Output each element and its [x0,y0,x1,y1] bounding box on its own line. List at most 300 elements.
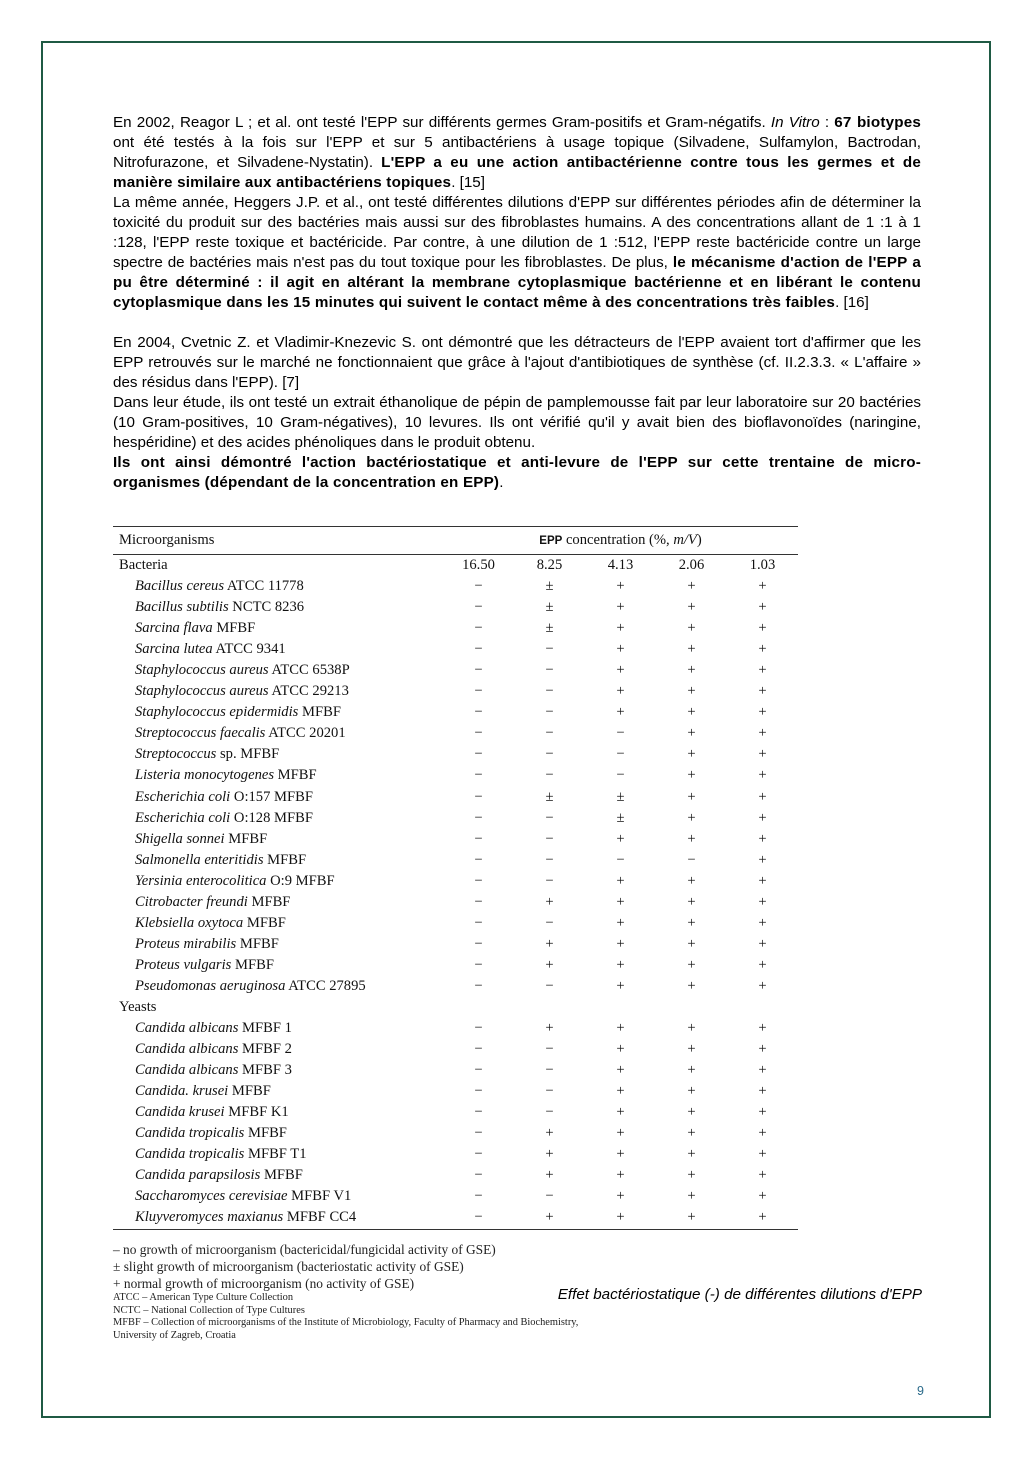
growth-result: − [545,872,554,889]
growth-result: + [687,935,696,952]
growth-result: − [545,746,554,763]
table-row [113,892,798,913]
empty-cell [514,997,585,1018]
table-row [113,1123,798,1144]
growth-result: − [545,683,554,700]
organism-name [113,1102,443,1123]
legend-line: – no growth of microorganism (bactericidal/fungicidal activity of GSE) [113,1242,496,1257]
organism-name [113,1144,443,1165]
growth-result: + [758,599,767,616]
growth-result: + [687,788,696,805]
organism-name [113,850,443,871]
growth-result: + [758,914,767,931]
growth-result: − [474,1146,483,1163]
table-row [113,765,798,786]
table-row [113,744,798,765]
strain-name: ATCC 20201 [265,725,346,742]
concentration-unit: m/V [673,531,697,548]
growth-result: + [616,872,625,889]
bold-text: Ils ont ainsi démontré l'action bactériostatique et anti-levure de l'EPP sur cette trentaine de micro-organismes (dépendant de la concentration en EPP) [113,454,921,491]
table-row [113,660,798,681]
growth-result: + [616,1167,625,1184]
table-row [113,597,798,618]
growth-result: − [474,1188,483,1205]
growth-result: − [474,1020,483,1037]
growth-result: − [545,977,554,994]
growth-result: + [616,977,625,994]
growth-result: − [616,851,625,868]
bold-text: 67 biotypes [834,114,922,131]
species-name: Salmonella enteritidis [135,851,264,868]
species-name: Escherichia coli [135,788,231,805]
paragraph [113,113,921,193]
growth-result: − [474,851,483,868]
concentration-label: concentration (%, [562,531,674,548]
table-row [113,787,798,808]
strain-name: O:128 MFBF [230,809,313,826]
growth-result: − [474,725,483,742]
growth-result: − [474,1083,483,1100]
organism-name [113,892,443,913]
growth-result: − [616,767,625,784]
page-number: 9 [917,1384,924,1398]
organism-name [113,829,443,850]
growth-result: + [687,809,696,826]
growth-result: + [656,1207,727,1229]
species-name: Streptococcus faecalis [135,725,266,742]
species-name: Candida albicans [135,1062,239,1079]
strain-name: MFBF 1 [238,1020,292,1037]
strain-name: ATCC 6538P [268,662,350,679]
species-name: Saccharomyces cerevisiae [135,1188,288,1205]
growth-result: + [687,599,696,616]
species-name: Streptococcus [135,746,217,763]
organism-name [113,681,443,702]
table-row [113,1165,798,1186]
concentration-value: 4.13 [607,557,634,574]
growth-result: + [758,809,767,826]
growth-result: + [616,599,625,616]
growth-result: + [545,1020,554,1037]
growth-result: + [616,662,625,679]
growth-result: − [474,830,483,847]
organism-name [113,787,443,808]
growth-result: + [687,1083,696,1100]
organism-name [113,765,443,786]
growth-result: + [758,725,767,742]
growth-result: − [474,914,483,931]
species-name: Pseudomonas aeruginosa [135,977,286,994]
table-row [113,850,798,871]
paragraph [113,333,921,393]
growth-result: + [616,1020,625,1037]
concentration-value: 1.03 [749,557,776,574]
growth-result: + [687,1062,696,1079]
species-name: Sarcina flava [135,620,213,637]
strain-name: NCTC 8236 [228,599,305,616]
table-row [113,808,798,829]
empty-cell [727,997,798,1018]
species-name: Klebsiella oxytoca [135,914,244,931]
growth-result: + [687,1041,696,1058]
concentration-value: 2.06 [678,557,705,574]
species-name: Proteus mirabilis [135,935,237,952]
growth-result: + [687,893,696,910]
species-name: Proteus vulgaris [135,956,232,973]
table-row [113,1039,798,1060]
growth-result: − [545,767,554,784]
growth-result: − [474,1062,483,1079]
growth-result: − [474,809,483,826]
species-name: Escherichia coli [135,809,231,826]
organism-name [113,1081,443,1102]
growth-result: − [474,1104,483,1121]
growth-result: + [616,641,625,658]
growth-result: − [474,641,483,658]
organism-name [113,1207,443,1229]
abbreviation-line: University of Zagreb, Croatia [113,1329,236,1341]
growth-result: + [758,767,767,784]
species-name: Candida krusei [135,1104,225,1121]
growth-result: − [545,1062,554,1079]
table-row [113,1186,798,1207]
growth-result: + [616,1104,625,1121]
growth-result: + [687,683,696,700]
growth-result: − [474,767,483,784]
growth-result: − [474,704,483,721]
organism-name [113,955,443,976]
legend-line: ± slight growth of microorganism (bacteriostatic activity of GSE) [113,1259,464,1274]
growth-result: + [687,1104,696,1121]
strain-name: MFBF CC4 [283,1209,357,1226]
growth-result: + [758,893,767,910]
growth-result: ± [545,599,554,616]
empty-cell [585,997,656,1018]
growth-result: − [545,1041,554,1058]
strain-name: MFBF [260,1167,303,1184]
growth-result: + [758,872,767,889]
epp-label: EPP [539,534,563,547]
growth-result: − [545,809,554,826]
growth-result: + [687,956,696,973]
growth-result: ± [616,809,625,826]
growth-result: − [474,599,483,616]
growth-result: + [687,620,696,637]
bold-text: le mécanisme d'action de l'EPP a pu être déterminé : il agit en altérant la membrane cytoplasmique bactérienne et en libérant le contenu cytoplasmique dans les 15 minutes qui suivent le contact même à des concentrations très faibles [113,254,921,311]
strain-name: MFBF [212,620,256,637]
growth-result: + [758,830,767,847]
growth-result: − [474,1167,483,1184]
growth-result: − [474,578,483,595]
growth-result: − [474,1125,483,1142]
growth-result: − [443,1207,514,1229]
empty-cell [443,997,514,1018]
table-row [113,576,798,597]
species-name: Yersinia enterocolitica [135,872,267,889]
growth-result: + [687,704,696,721]
growth-result: + [758,935,767,952]
paragraph [113,193,921,313]
organism-name [113,1165,443,1186]
table-row [113,723,798,744]
strain-name: MFBF [228,1083,271,1100]
growth-result: − [616,746,625,763]
table-row [113,955,798,976]
growth-result: + [727,1207,798,1229]
figure-caption: Effet bactériostatique (-) de différentes dilutions d'EPP [557,1286,922,1303]
growth-result: + [687,767,696,784]
growth-result: + [545,1167,554,1184]
growth-result: + [616,620,625,637]
growth-result: − [545,1188,554,1205]
species-name: Sarcina lutea [135,641,213,658]
organism-name [113,723,443,744]
growth-result: + [616,1188,625,1205]
growth-result: − [545,662,554,679]
species-name: Staphylococcus epidermidis [135,704,299,721]
text-run: : [819,114,835,131]
growth-result: ± [616,788,625,805]
organism-name [113,702,443,723]
abbreviation-line: ATCC – American Type Culture Collection [113,1292,294,1303]
growth-result: + [758,1125,767,1142]
table-row [113,1207,798,1229]
growth-result: + [758,704,767,721]
text-run: Dans leur étude, ils ont testé un extrait éthanolique de pépin de pamplemousse fait par leur laboratoire sur 20 bactéries (10 Gram-positives, 10 Gram-négatives), 10 levures. Ils ont vérifié qu'il y avait bien des bioflavonoïdes (naringine, hespéridine) et des acides phénoliques dans le produit obtenu. [113,394,921,451]
growth-result: + [616,704,625,721]
group-label: Bacteria [119,557,168,574]
organism-name [113,1060,443,1081]
strain-name: MFBF [298,704,341,721]
growth-result: + [758,788,767,805]
growth-result: + [758,683,767,700]
species-name: Candida. krusei [135,1083,229,1100]
growth-result: + [687,662,696,679]
organism-name [113,934,443,955]
growth-result: + [687,1188,696,1205]
growth-result: − [474,872,483,889]
growth-result: + [758,1167,767,1184]
text-run: En 2004, Cvetnic Z. et Vladimir-Knezevic S. ont démontré que les détracteurs de l'EPP avaient tort d'affirmer que les EPP retrouvés sur le marché ne fonctionnaient que grâce à l'ajout d'antibiotiques de synthèse (cf. II.2.3.3. « L'affaire » des résidus dans l'EPP). [7] [113,334,921,391]
species-name: Staphylococcus aureus [135,683,269,700]
species-name: Citrobacter freundi [135,893,248,910]
growth-result: − [474,977,483,994]
species-name: Bacillus subtilis [135,599,229,616]
growth-result: + [616,1125,625,1142]
organism-name [113,1123,443,1144]
italic-text: In Vitro [770,114,820,131]
empty-cell [656,997,727,1018]
growth-result: + [758,1041,767,1058]
growth-result: + [545,1125,554,1142]
strain-name: ATCC 11778 [224,578,304,595]
strain-name: O:157 MFBF [230,788,313,805]
strain-name: ATCC 27895 [285,977,366,994]
growth-result: + [758,1146,767,1163]
growth-result: + [687,872,696,889]
growth-result: + [616,1041,625,1058]
growth-result: + [616,935,625,952]
strain-name: ATCC 9341 [212,641,286,658]
strain-name: MFBF [236,935,279,952]
organism-name [113,576,443,597]
growth-result: + [616,1062,625,1079]
growth-result: + [758,1104,767,1121]
table-row [113,934,798,955]
strain-name: MFBF 2 [238,1041,292,1058]
growth-result: + [687,1146,696,1163]
strain-name: MFBF [263,851,307,868]
strain-name: MFBF [243,914,286,931]
species-name: Candida albicans [135,1041,239,1058]
growth-result: + [758,956,767,973]
growth-result: + [616,1083,625,1100]
strain-name: MFBF K1 [224,1104,289,1121]
organism-name [113,639,443,660]
growth-result: − [616,725,625,742]
growth-result: − [545,641,554,658]
growth-result: − [545,851,554,868]
growth-result: + [687,914,696,931]
table-row [113,639,798,660]
growth-result: + [758,1062,767,1079]
organism-name [113,871,443,892]
paragraph [113,393,921,453]
column-header-concentration [443,527,798,555]
growth-result: − [474,683,483,700]
growth-result: + [687,641,696,658]
strain-name: MFBF [274,767,317,784]
strain-name: MFBF [224,830,268,847]
growth-result: + [687,1020,696,1037]
growth-result: + [687,830,696,847]
concentration-label-end: ) [696,531,702,548]
table-row [113,555,798,577]
growth-result: + [616,578,625,595]
growth-result: + [687,1125,696,1142]
growth-result: − [474,662,483,679]
growth-result: + [616,1146,625,1163]
table-row [113,1018,798,1039]
species-name: Bacillus cereus [135,578,225,595]
species-name: Candida parapsilosis [135,1167,261,1184]
species-name: Candida albicans [135,1020,239,1037]
growth-result: + [758,641,767,658]
growth-result: − [545,830,554,847]
species-name: Listeria monocytogenes [135,767,275,784]
growth-result: + [687,1167,696,1184]
column-header-microorganisms: Microorganisms [113,527,443,555]
text-run: . [15] [451,174,485,191]
growth-result: − [474,893,483,910]
table-row [113,913,798,934]
strain-name: MFBF [231,956,274,973]
table-row [113,1060,798,1081]
growth-result: + [585,1207,656,1229]
body-text [113,113,921,493]
text-run: En 2002, Reagor L ; et al. ont testé l'EPP sur différents germes Gram-positifs et Gram-négatifs. [113,114,771,131]
text-run: La même année, Heggers J.P. et al., ont testé différentes dilutions d'EPP sur différentes périodes afin de déterminer la toxicité du produit sur des bactéries mais aussi sur des fibroblastes humains. A des concentrations allant de 1 :1 à 1 :128, l'EPP reste toxique et bactéricide. Par contre, à une dilution de 1 :512, l'EPP reste bactéricide contre un large spectre de bactéries mais n'est pas du tout toxique pour les fibroblastes. De plus, [113,194,921,271]
organism-name [113,808,443,829]
text-run: . [499,474,504,491]
organism-name [113,1018,443,1039]
growth-result: − [474,956,483,973]
strain-name: MFBF [247,893,291,910]
table-row [113,997,798,1018]
growth-result: − [474,746,483,763]
growth-result: + [616,893,625,910]
growth-result: − [474,620,483,637]
group-label: Yeasts [119,999,157,1015]
growth-result: + [545,935,554,952]
species-name: Staphylococcus aureus [135,662,269,679]
table-row [113,871,798,892]
growth-result: + [687,746,696,763]
abbreviation-line: MFBF – Collection of microorganisms of the Institute of Microbiology, Faculty of Pharmacy and Biochemistry, [113,1317,579,1328]
growth-result: − [687,851,696,868]
growth-result: + [758,851,767,868]
growth-result: + [758,1020,767,1037]
species-name: Kluyveromyces maxianus [135,1209,284,1226]
growth-result: − [545,725,554,742]
strain-name: MFBF T1 [244,1146,307,1163]
species-name: Candida tropicalis [135,1146,245,1163]
strain-name: MFBF 3 [238,1062,292,1079]
table-row [113,618,798,639]
growth-result: + [687,578,696,595]
strain-name: O:9 MFBF [266,872,335,889]
table-row [113,1144,798,1165]
growth-result: − [545,1104,554,1121]
growth-result: + [616,830,625,847]
table-row [113,681,798,702]
organism-name [113,744,443,765]
table-row [113,1081,798,1102]
growth-result: − [474,1041,483,1058]
text-run: . [16] [835,294,869,311]
growth-result: + [758,977,767,994]
growth-result: ± [545,578,554,595]
abbreviation-line: NCTC – National Collection of Type Cultures [113,1304,305,1316]
growth-result: + [687,977,696,994]
strain-name: MFBF V1 [287,1188,352,1205]
paragraph [113,453,921,493]
growth-result: + [758,578,767,595]
organism-name [113,913,443,934]
species-name: Candida tropicalis [135,1125,245,1142]
growth-result: + [545,956,554,973]
growth-result: − [474,788,483,805]
organism-name [113,1186,443,1207]
growth-result: − [545,1083,554,1100]
organism-name [113,597,443,618]
organism-name [113,660,443,681]
growth-result: + [545,893,554,910]
table-row [113,829,798,850]
growth-result: + [758,620,767,637]
concentration-value: 8.25 [536,557,563,574]
table-row [113,976,798,997]
concentration-value: 16.50 [462,557,495,574]
growth-result: ± [545,620,554,637]
growth-result: + [616,683,625,700]
organism-name [113,1039,443,1060]
bold-text: L'EPP a eu une action antibactérienne contre tous les germes et de manière similaire aux antibactériens topiques [113,154,921,191]
strain-name: sp. MFBF [216,746,280,763]
growth-result: ± [545,788,554,805]
growth-result: + [514,1207,585,1229]
species-name: Shigella sonnei [135,830,225,847]
